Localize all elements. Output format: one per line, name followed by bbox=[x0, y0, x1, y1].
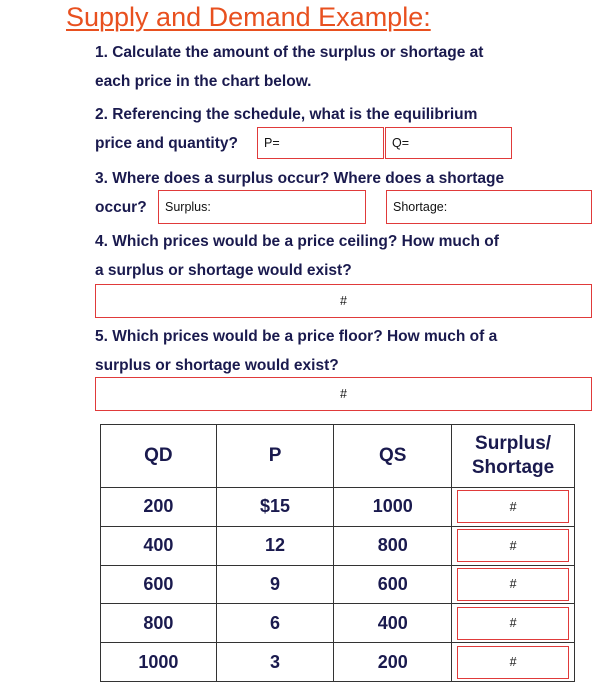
cell-answer bbox=[452, 643, 575, 682]
price-ceiling-answer-input[interactable]: # bbox=[95, 284, 592, 318]
table-header-row bbox=[101, 425, 575, 488]
price-input[interactable]: P= bbox=[257, 127, 384, 159]
answer-input[interactable]: # bbox=[457, 646, 569, 679]
cell-qd: 800 bbox=[101, 604, 217, 643]
header-surplus-label: Surplus/ bbox=[475, 433, 552, 454]
answer-input[interactable]: # bbox=[457, 529, 569, 562]
cell-answer bbox=[452, 604, 575, 643]
cell-qs: 200 bbox=[334, 643, 452, 682]
question-5-line-2: surplus or shortage would exist? bbox=[95, 357, 339, 374]
header-surplus-shortage bbox=[452, 425, 575, 488]
question-5-line-1: 5. Which prices would be a price floor? How much of a bbox=[95, 328, 498, 345]
question-2-line-1: 2. Referencing the schedule, what is the equilibrium bbox=[95, 106, 478, 123]
question-1-line-2: each price in the chart below. bbox=[95, 73, 312, 90]
header-qd: QD bbox=[101, 425, 217, 488]
shortage-input[interactable]: Shortage: bbox=[386, 190, 592, 224]
cell-qs: 400 bbox=[334, 604, 452, 643]
table-row bbox=[101, 565, 575, 604]
cell-answer bbox=[452, 565, 575, 604]
table-row bbox=[101, 526, 575, 565]
answer-input[interactable]: # bbox=[457, 607, 569, 640]
supply-demand-schedule-table bbox=[100, 424, 575, 682]
cell-p: 6 bbox=[216, 604, 334, 643]
question-2-line-2: price and quantity? bbox=[95, 135, 238, 152]
page-title: Supply and Demand Example: bbox=[66, 2, 431, 32]
table-row bbox=[101, 604, 575, 643]
question-1-line-1: 1. Calculate the amount of the surplus or shortage at bbox=[95, 44, 484, 61]
header-p: P bbox=[216, 425, 334, 488]
question-3-line-1: 3. Where does a surplus occur? Where does a shortage bbox=[95, 170, 505, 187]
cell-p: $15 bbox=[216, 488, 334, 527]
cell-qd: 200 bbox=[101, 488, 217, 527]
cell-qs: 800 bbox=[334, 526, 452, 565]
header-shortage-label: Shortage bbox=[471, 457, 555, 478]
cell-qs: 1000 bbox=[334, 488, 452, 527]
cell-p: 3 bbox=[216, 643, 334, 682]
surplus-input[interactable]: Surplus: bbox=[158, 190, 366, 224]
cell-qd: 400 bbox=[101, 526, 217, 565]
answer-input[interactable]: # bbox=[457, 490, 569, 523]
cell-answer bbox=[452, 526, 575, 565]
question-4-line-1: 4. Which prices would be a price ceiling? How much of bbox=[95, 233, 499, 250]
cell-p: 9 bbox=[216, 565, 334, 604]
cell-qs: 600 bbox=[334, 565, 452, 604]
question-3-line-2: occur? bbox=[95, 199, 147, 216]
table-row bbox=[101, 488, 575, 527]
quantity-input[interactable]: Q= bbox=[385, 127, 512, 159]
price-floor-answer-input[interactable]: # bbox=[95, 377, 592, 411]
cell-answer bbox=[452, 488, 575, 527]
header-qs: QS bbox=[334, 425, 452, 488]
table-row bbox=[101, 643, 575, 682]
cell-p: 12 bbox=[216, 526, 334, 565]
answer-input[interactable]: # bbox=[457, 568, 569, 601]
question-4-line-2: a surplus or shortage would exist? bbox=[95, 262, 352, 279]
cell-qd: 600 bbox=[101, 565, 217, 604]
cell-qd: 1000 bbox=[101, 643, 217, 682]
